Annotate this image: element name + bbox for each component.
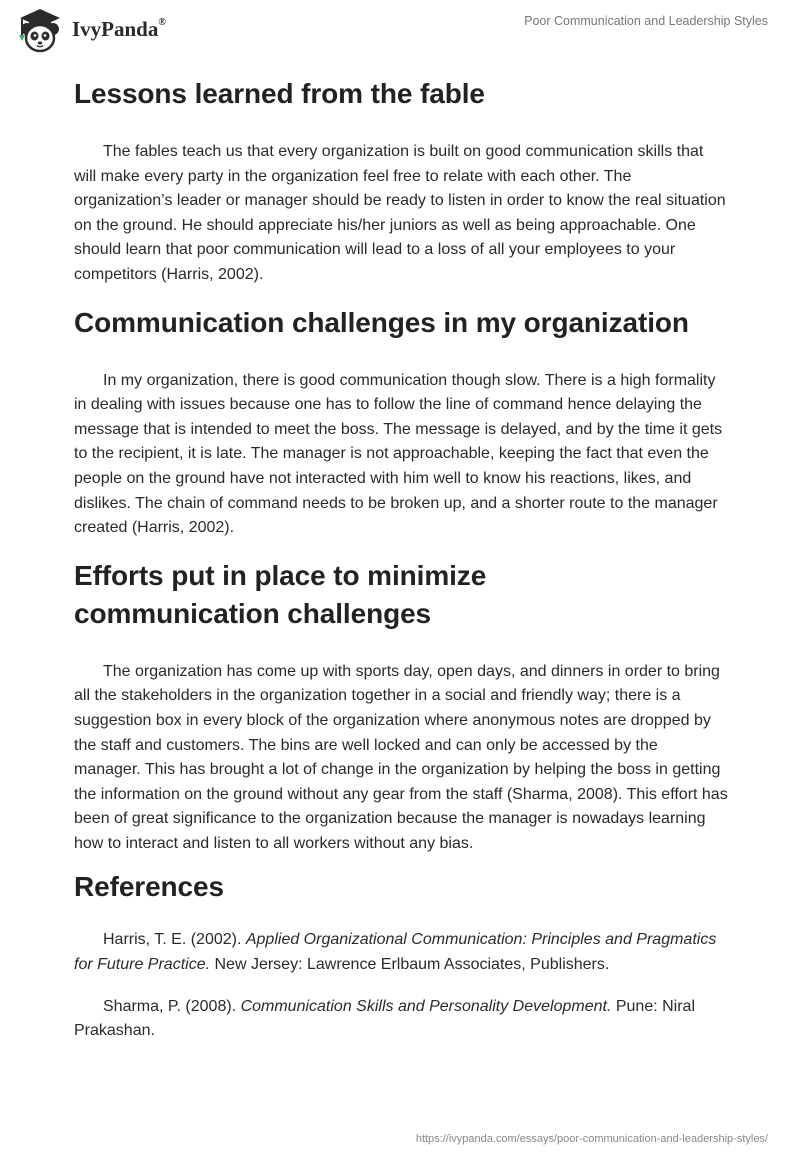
source-url[interactable]: https://ivypanda.com/essays/poor-communication-and-leadership-styles/ bbox=[415, 1133, 768, 1145]
brand-name: IvyPanda® bbox=[72, 16, 166, 41]
heading-line-1: Efforts put in place to minimize bbox=[74, 559, 487, 591]
section-heading-lessons: Lessons learned from the fable bbox=[74, 78, 485, 109]
reference-item bbox=[74, 995, 728, 1044]
reference-publisher: New Jersey: Lawrence Erlbaum Associates, Publishers. bbox=[210, 956, 610, 974]
panda-graduate-icon bbox=[14, 7, 66, 53]
heading-line-2: communication challenges bbox=[74, 597, 432, 629]
page-header bbox=[0, 0, 800, 62]
reference-title: Applied Organizational Communication: Principles and Pragmatics for Future Practice. bbox=[74, 931, 717, 974]
reference-author: Sharma, P. (2008). bbox=[103, 997, 241, 1015]
section-heading-challenges: Communication challenges in my organization bbox=[74, 306, 689, 338]
section-body-efforts: The organization has come up with sports day, open days, and dinners in order to bring all the stakeholders in the organization together in a social and friendly way; there is a suggestion box in every block of the organization where anonymous notes are dropped by the staff and customers. The bins are well locked and can only be accessed by the manager. This has brought a lot of change in the organization by helping the boss in getting the information on the ground without any gear from the staff (Sharma, 2008). This effort has been of great significance to the organization because the manager is nowadays learning how to interact and listen to all workers without any bias. bbox=[74, 662, 728, 852]
section-body-challenges: In my organization, there is good communication though slow. There is a high formality in dealing with issues because one has to follow the line of command hence delaying the message that is intended to meet the boss. The message is delayed, and by the time it gets to the recipient, it is late. The manager is not approachable, keeping the fact that even the people on the ground have not interacted with him well to know his reactions, likes, and dislikes. The chain of command needs to be broken up, and a shorter route to the manager created (Harris, 2002). bbox=[74, 371, 723, 537]
essay-content bbox=[74, 68, 728, 1044]
reference-author: Harris, T. E. (2002). bbox=[103, 931, 246, 949]
references-heading: References bbox=[74, 871, 224, 903]
section-heading-efforts bbox=[74, 557, 728, 633]
reference-publisher: Pune: Niral Prakashan. bbox=[74, 997, 695, 1040]
section-body-lessons: The fables teach us that every organization is built on good communication skills that will make every party in the organization feel free to relate with each other. The organization’s leader or manager should be ready to listen in order to know the real situation on the ground. He should appreciate his/her juniors as well as being approachable. One should learn that poor communication will lead to a loss of all your employees to your competitors (Harris, 2002). bbox=[74, 143, 726, 283]
reference-item bbox=[74, 928, 728, 977]
ivypanda-logo[interactable] bbox=[14, 7, 166, 53]
document-title: Poor Communication and Leadership Styles bbox=[524, 14, 768, 28]
reference-title: Communication Skills and Personality Development. bbox=[240, 997, 612, 1015]
